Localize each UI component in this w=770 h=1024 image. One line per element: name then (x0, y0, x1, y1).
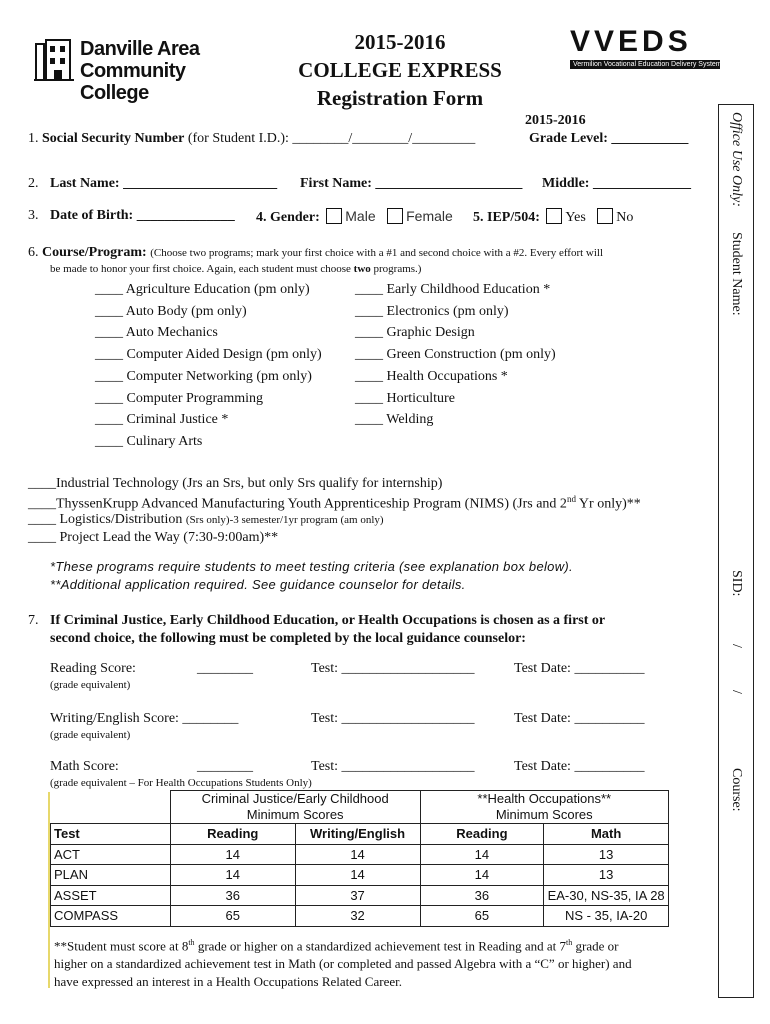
reading-test-field[interactable]: Test: ___________________ (311, 661, 475, 676)
table-cell: 14 (170, 865, 295, 886)
table-cell: ASSET (51, 885, 171, 906)
program-list-left (95, 279, 322, 453)
ssn-note: (for Student I.D.): (187, 131, 289, 146)
pltw-option[interactable]: ____ Project Lead the Way (7:30-9:00am)** (28, 530, 279, 545)
male-checkbox[interactable] (326, 208, 342, 224)
group-health-occupations (420, 791, 669, 824)
grade-level-field[interactable]: Grade Level: ___________ (529, 131, 689, 146)
industrial-tech-option[interactable]: ____Industrial Technology (Jrs an Srs, but only Srs qualify for internship) (28, 476, 443, 491)
writing-test-field[interactable]: Test: ___________________ (311, 711, 475, 726)
first-name-field[interactable]: First Name: _____________________ (300, 176, 523, 191)
table-cell: 37 (295, 885, 420, 906)
note2-text-a: be made to honor your first choice. Again, each student must choose (50, 263, 354, 275)
gender-label: 4. Gender: (256, 210, 320, 225)
group2-title: **Health Occupations** (477, 791, 612, 806)
q6-header (28, 245, 603, 261)
vveds-logo (570, 26, 720, 69)
group1-subtitle: Minimum Scores (246, 807, 344, 822)
note-text-a: **Student must score at 8 (54, 938, 189, 954)
program-option[interactable]: ____ Agriculture Education (pm only) (95, 282, 310, 297)
col-header: Test (51, 824, 171, 845)
table-row (51, 906, 669, 927)
table-cell: 65 (420, 906, 544, 927)
college-building-icon (34, 38, 74, 82)
writing-score-field[interactable]: Writing/English Score: ________ (50, 711, 239, 726)
q1-number: 1. (28, 131, 39, 146)
math-grade-equivalent: (grade equivalent – For Health Occupations Students Only) (50, 777, 312, 789)
note2-text-c: programs.) (370, 263, 422, 275)
college-logo (34, 38, 249, 104)
math-score-label: Math Score: (50, 759, 119, 774)
program-option[interactable]: ____ Horticulture (355, 390, 455, 406)
writing-grade-equivalent: (grade equivalent) (50, 729, 131, 741)
note-line-3: have expressed an interest in a Health Occupations Related Career. (54, 974, 402, 990)
table-cell: 36 (420, 885, 544, 906)
program-option[interactable]: ____ Green Construction (pm only) (355, 347, 556, 363)
math-test-date-field[interactable]: Test Date: __________ (514, 759, 645, 774)
office-use-label: Office Use Only: (729, 112, 744, 207)
table-cell: 32 (295, 906, 420, 927)
note-sup-2: th (566, 938, 573, 947)
college-name (80, 38, 249, 104)
table-cell: 14 (295, 844, 420, 865)
iep-yes-checkbox[interactable] (546, 208, 562, 224)
last-name-field[interactable]: Last Name: ______________________ (50, 176, 278, 191)
table-corner (51, 791, 171, 824)
college-name-line1: Danville Area (80, 38, 200, 60)
title-year: 2015-2016 (354, 30, 446, 54)
vveds-wordmark: VVEDS (570, 25, 692, 58)
title-form: Registration Form (316, 86, 484, 110)
title-program: COLLEGE EXPRESS (298, 58, 502, 82)
note-line-2: higher on a standardized achievement test in Math (or completed and passed Algebra with a “C” or higher) and (54, 956, 632, 972)
reading-score-label: Reading Score: (50, 661, 136, 676)
col-header: Reading (170, 824, 295, 845)
table-cell: 14 (420, 844, 544, 865)
table-row (51, 885, 669, 906)
sid-label: SID: (729, 570, 744, 597)
iep-label: 5. IEP/504: (473, 210, 540, 225)
table-cell: 65 (170, 906, 295, 927)
male-label: Male (345, 208, 376, 224)
table-cell: EA-30, NS-35, IA 28 (544, 885, 669, 906)
table-cell: ACT (51, 844, 171, 865)
program-option[interactable]: ____ Graphic Design (355, 325, 475, 341)
program-list-right (355, 279, 556, 431)
q7-line1: If Criminal Justice, Early Childhood Education, or Health Occupations is chosen as a first or (50, 613, 606, 628)
female-checkbox[interactable] (387, 208, 403, 224)
note2-text-bold: two (353, 263, 371, 275)
program-option[interactable]: ____ Electronics (pm only) (355, 303, 509, 319)
program-option[interactable]: ____ Health Occupations * (355, 368, 508, 384)
col-header: Reading (420, 824, 544, 845)
program-option[interactable]: ____ Criminal Justice * (95, 412, 229, 428)
program-option[interactable]: ____ Computer Networking (pm only) (95, 368, 312, 384)
middle-name-field[interactable]: Middle: ______________ (542, 176, 691, 191)
math-test-field[interactable]: Test: ___________________ (311, 759, 475, 774)
col-header: Math (544, 824, 669, 845)
table-cell: 14 (420, 865, 544, 886)
math-score-field[interactable]: ________ (197, 759, 253, 774)
thyssen-text-b: Yr only)** (575, 496, 641, 512)
vveds-subtitle: Vermilion Vocational Education Delivery System (570, 60, 720, 69)
writing-test-date-field[interactable]: Test Date: __________ (514, 711, 645, 726)
iep-no-label: No (616, 210, 634, 225)
col-header: Writing/English (295, 824, 420, 845)
form-title (250, 28, 550, 112)
table-cell: 13 (544, 865, 669, 886)
gender-row (256, 208, 453, 226)
thyssenkrupp-option[interactable] (28, 494, 641, 513)
program-option[interactable]: ____ Culinary Arts (95, 433, 203, 449)
group2-subtitle: Minimum Scores (495, 807, 593, 822)
reading-grade-equivalent: (grade equivalent) (50, 679, 131, 691)
reading-score-field[interactable]: ________ (197, 661, 253, 676)
note-text-b: grade or higher on a standardized achievement test in Reading and at 7 (194, 938, 567, 954)
q7-line2: second choice, the following must be completed by the local guidance counselor: (50, 631, 526, 646)
q7-number: 7. (28, 613, 39, 628)
college-name-line2: Community College (80, 60, 186, 104)
note-text-c: grade or (572, 938, 619, 954)
table-group-header (51, 791, 669, 824)
q3-number: 3. (28, 208, 39, 223)
program-option[interactable]: ____ Auto Body (pm only) (95, 303, 247, 319)
q1-ssn-row (28, 131, 475, 147)
table-cell: COMPASS (51, 906, 171, 927)
iep-no-checkbox[interactable] (597, 208, 613, 224)
course-label: Course: (729, 768, 744, 812)
health-occupations-note (54, 934, 632, 991)
program-option[interactable]: ____ Early Childhood Education * (355, 282, 551, 297)
course-program-note-2 (50, 263, 421, 275)
dob-field[interactable]: Date of Birth: ______________ (50, 208, 235, 223)
table-cell: 14 (295, 865, 420, 886)
program-option[interactable]: ____ Computer Aided Design (pm only) (95, 347, 322, 363)
minimum-scores-table (50, 790, 669, 927)
ssn-label: Social Security Number (42, 131, 185, 146)
program-option[interactable]: ____ Welding (355, 412, 434, 428)
course-program-label: Course/Program: (42, 245, 147, 260)
table-row (51, 865, 669, 886)
ssn-field[interactable]: ________/________/_________ (292, 131, 476, 146)
reading-test-date-field[interactable]: Test Date: __________ (514, 661, 645, 676)
table-cell: NS - 35, IA-20 (544, 906, 669, 927)
q2-number: 2. (28, 176, 39, 191)
student-name-label: Student Name: (729, 232, 744, 316)
additional-application-note: **Additional application required. See guidance counselor for details. (50, 577, 466, 592)
table-cell: PLAN (51, 865, 171, 886)
logistics-text-a: ____ Logistics/Distribution (28, 512, 186, 527)
iep-row (473, 208, 633, 226)
table-row (51, 844, 669, 865)
program-option[interactable]: ____ Computer Programming (95, 390, 263, 406)
sid-slash-2: / (729, 690, 744, 694)
thyssen-text-a: ____ThyssenKrupp Advanced Manufacturing Youth Apprenticeship Program (NIMS) (Jrs and 2 (28, 496, 567, 512)
note-line-1 (54, 934, 632, 955)
testing-criteria-note: *These programs require students to meet testing criteria (see explanation box below). (50, 559, 573, 574)
group-criminal-justice (170, 791, 420, 824)
logistics-text-b: (Srs only)-3 semester/1yr program (am only) (185, 514, 384, 526)
thyssen-sup: nd (566, 494, 576, 504)
course-program-note-1: (Choose two programs; mark your first choice with a #1 and second choice with a #2. Every effort will (150, 247, 604, 259)
iep-yes-label: Yes (565, 210, 586, 225)
note-sup-1: th (188, 938, 195, 947)
group1-title: Criminal Justice/Early Childhood (201, 791, 389, 806)
grade-year: 2015-2016 (525, 113, 586, 128)
table-cell: 14 (170, 844, 295, 865)
table-header-row (51, 824, 669, 845)
table-cell: 13 (544, 844, 669, 865)
q6-number: 6. (28, 245, 39, 260)
sid-slash-1: / (729, 644, 744, 648)
female-label: Female (406, 208, 453, 224)
table-cell: 36 (170, 885, 295, 906)
logistics-option[interactable] (28, 512, 384, 528)
program-option[interactable]: ____ Auto Mechanics (95, 325, 218, 341)
